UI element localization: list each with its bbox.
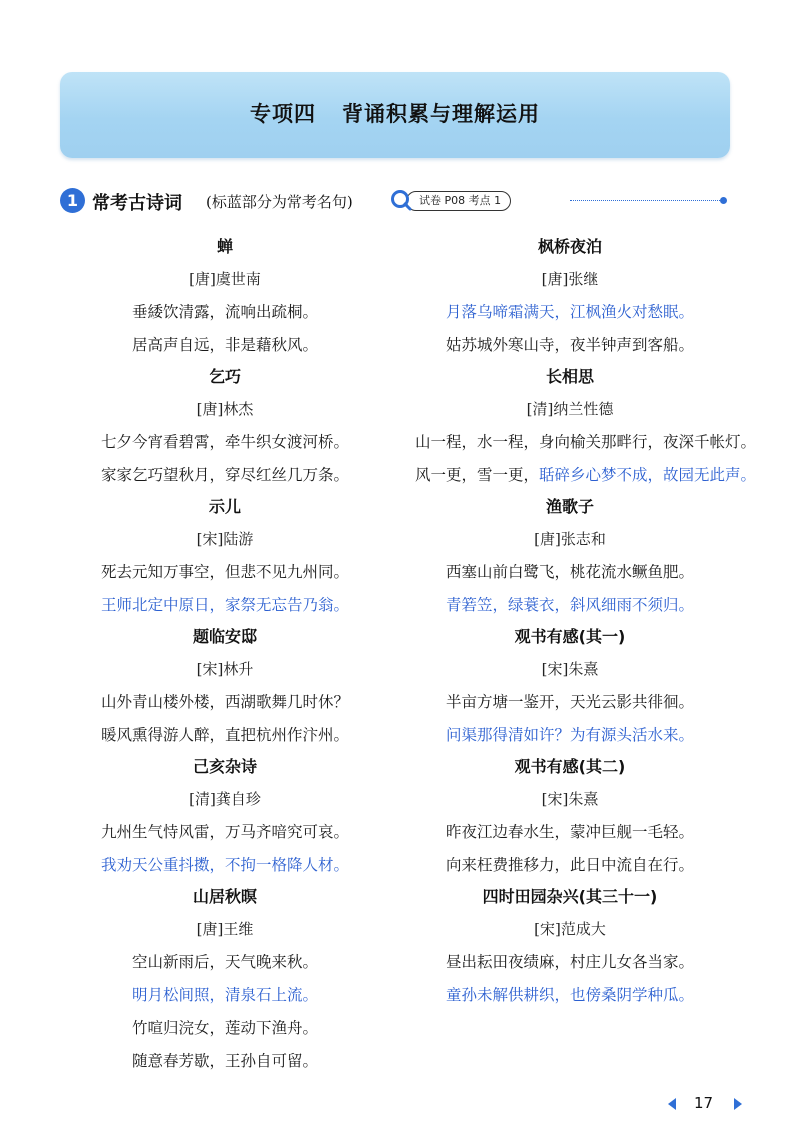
poem-line: 昼出耘田夜绩麻，村庄儿女各当家。 <box>445 953 694 971</box>
poem-line <box>415 459 757 492</box>
poem-title: 渔歌子 <box>545 497 594 516</box>
section-number-badge: 1 <box>60 188 85 213</box>
poem-block <box>415 362 757 492</box>
poem-block <box>70 492 380 622</box>
line-segment: 风一更，雪一更， <box>415 466 540 484</box>
poem-title: 观书有感(其一) <box>514 627 626 646</box>
left-poem-column <box>70 232 380 1078</box>
series-label: 专项四 <box>250 102 316 126</box>
poem-title: 题临安邸 <box>192 627 257 646</box>
poem-line: 半亩方塘一鉴开，天光云影共徘徊。 <box>445 693 694 711</box>
section-heading <box>60 188 730 218</box>
poem-line: 垂緌饮清露，流响出疏桐。 <box>131 303 318 321</box>
next-page-icon <box>734 1098 742 1110</box>
famous-line-segment: 聒碎乡心梦不成，故园无此声。 <box>539 466 757 484</box>
poem-author: [清]纳兰性德 <box>526 400 614 418</box>
right-poem-column <box>415 232 757 1012</box>
poem-line: 西塞山前白鹭飞，桃花流水鳜鱼肥。 <box>445 563 694 581</box>
poem-line: 空山新雨后，天气晚来秋。 <box>131 953 318 971</box>
poem-author: [宋]陆游 <box>196 530 254 548</box>
poem-author: [唐]张继 <box>541 270 599 288</box>
famous-line: 我劝天公重抖擞，不拘一格降人材。 <box>100 856 349 874</box>
title-banner <box>60 72 730 158</box>
exam-reference <box>390 188 730 214</box>
poem-author: [宋]范成大 <box>534 920 606 938</box>
poem-block <box>415 232 725 362</box>
section-note: (标蓝部分为常考名句) <box>206 193 353 211</box>
poem-author: [清]龚自珍 <box>189 790 261 808</box>
poem-line: 死去元知万事空，但悲不见九州同。 <box>100 563 349 581</box>
poem-line: 七夕今宵看碧霄，牵牛织女渡河桥。 <box>100 433 349 451</box>
famous-line: 明月松间照，清泉石上流。 <box>131 986 318 1004</box>
poem-block <box>415 492 725 622</box>
line-segment: 山一程，水一程，身向榆关那畔行，夜深千帐灯。 <box>415 433 757 451</box>
poem-block <box>415 882 725 1012</box>
poem-line <box>415 426 757 459</box>
poem-line: 九州生气恃风雷，万马齐喑究可哀。 <box>100 823 349 841</box>
section-title: 常考古诗词 <box>92 193 182 214</box>
poem-author: [宋]朱熹 <box>541 660 599 678</box>
prev-page-icon <box>668 1098 676 1110</box>
poem-title: 四时田园杂兴(其三十一) <box>482 887 658 906</box>
poem-author: [唐]林杰 <box>196 400 254 418</box>
magnifier-icon <box>390 189 412 211</box>
famous-line: 童孙未解供耕织，也傍桑阴学种瓜。 <box>445 986 694 1004</box>
page-title <box>60 98 730 128</box>
reference-pill: 试卷 P08 考点 1 <box>406 191 511 211</box>
poem-author: [唐]虞世南 <box>189 270 261 288</box>
poem-author: [唐]张志和 <box>534 530 606 548</box>
poem-line: 姑苏城外寒山寺，夜半钟声到客船。 <box>445 336 694 354</box>
poem-line: 竹喧归浣女，莲动下渔舟。 <box>131 1019 318 1037</box>
poem-line: 向来枉费推移力，此日中流自在行。 <box>445 856 694 874</box>
poem-title: 己亥杂诗 <box>192 757 257 776</box>
poem-block <box>70 752 380 882</box>
poem-line: 昨夜江边春水生，蒙冲巨舰一毛轻。 <box>445 823 694 841</box>
dotted-leader-line <box>570 200 722 201</box>
page-number: 17 <box>694 1094 714 1112</box>
poem-line: 居高声自远，非是藉秋风。 <box>131 336 318 354</box>
poem-title: 长相思 <box>545 367 594 386</box>
famous-line: 月落乌啼霜满天，江枫渔火对愁眠。 <box>445 303 694 321</box>
poem-author: [唐]王维 <box>196 920 254 938</box>
page-footer <box>668 1092 748 1116</box>
poem-block <box>415 622 725 752</box>
poem-title: 乞巧 <box>208 367 241 386</box>
poem-block <box>70 882 380 1078</box>
poem-title: 观书有感(其二) <box>514 757 626 776</box>
poem-block <box>415 752 725 882</box>
famous-line: 王师北定中原日，家祭无忘告乃翁。 <box>100 596 349 614</box>
topic-title: 背诵积累与理解运用 <box>342 102 540 126</box>
poem-line: 家家乞巧望秋月，穿尽红丝几万条。 <box>100 466 349 484</box>
poem-title: 山居秋暝 <box>192 887 257 906</box>
famous-line: 青箬笠，绿蓑衣，斜风细雨不须归。 <box>445 596 694 614</box>
poem-title: 蝉 <box>216 237 233 256</box>
poem-block <box>70 232 380 362</box>
poem-line: 随意春芳歇，王孙自可留。 <box>131 1052 318 1070</box>
leader-end-dot <box>720 197 727 204</box>
poem-block <box>70 622 380 752</box>
poem-block <box>70 362 380 492</box>
poem-title: 枫桥夜泊 <box>537 237 602 256</box>
poem-author: [宋]朱熹 <box>541 790 599 808</box>
poem-author: [宋]林升 <box>196 660 254 678</box>
poem-line: 山外青山楼外楼，西湖歌舞几时休？ <box>100 693 349 711</box>
poem-line: 暖风熏得游人醉，直把杭州作汴州。 <box>100 726 349 744</box>
famous-line: 问渠那得清如许？为有源头活水来。 <box>445 726 694 744</box>
poem-title: 示儿 <box>208 497 241 516</box>
